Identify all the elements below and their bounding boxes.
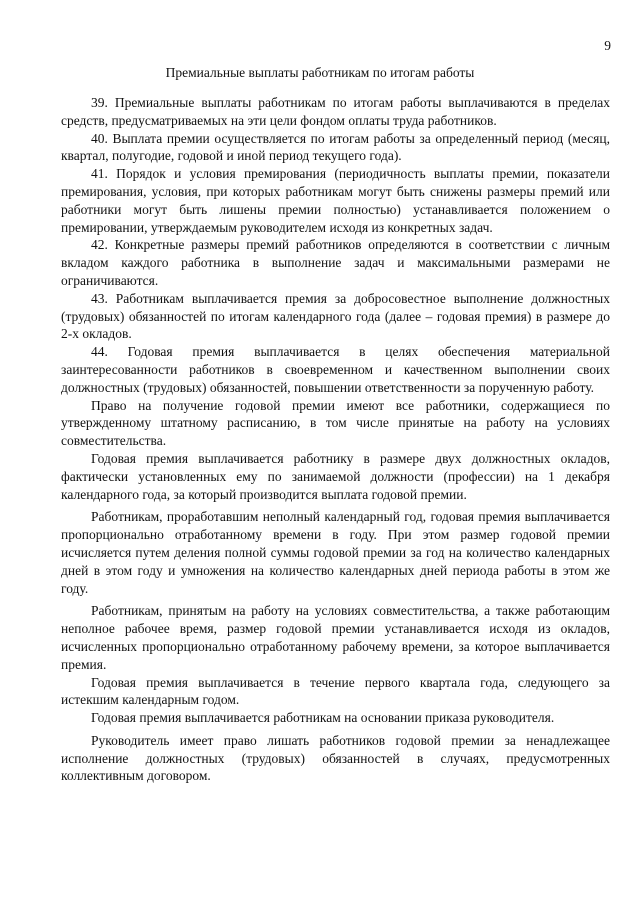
paragraph-deprivation: Руководитель имеет право лишать работников годовой премии за ненадлежащее исполнение должностных (трудовых) обязанностей в случаях, предусмотренных коллективным договором. <box>61 732 610 784</box>
paragraph-bonus-amount: Годовая премия выплачивается работнику в размере двух должностных окладов, фактически установленных ему по занимаемой должности (профессии) на 1 декабря календарного года, за который производится выплата годовой премии. <box>61 450 610 502</box>
document-body <box>61 94 610 785</box>
paragraph-44: 44. Годовая премия выплачивается в целях обеспечения материальной заинтересованности работников в своевременном и качественном выполнении своих должностных (трудовых) обязанностей, повышении ответственности за порученную работу. <box>61 344 610 395</box>
section-title: Премиальные выплаты работникам по итогам работы <box>165 65 475 80</box>
page-number: 9 <box>604 38 611 53</box>
paragraph-payment-period: Годовая премия выплачивается в течение первого квартала года, следующего за истекшим календарным годом. <box>61 674 610 708</box>
paragraph-part-time: Работникам, принятым на работу на условиях совместительства, а также работающим неполное рабочее время, размер годовой премии устанавливается исходя из окладов, исчисленных пропорционально отработанному рабочему времени, за которое выплачивается премия. <box>61 603 610 672</box>
paragraph-42: 42. Конкретные размеры премий работников определяются в соответствии с личным вкладом каждого работника в выполнение задач и максимальными размерами не ограничиваются. <box>61 237 610 288</box>
paragraph-39: 39. Премиальные выплаты работникам по итогам работы выплачиваются в пределах средств, предусматриваемых на эти цели фондом оплаты труда работников. <box>61 95 610 128</box>
paragraph-eligibility: Право на получение годовой премии имеют все работники, содержащиеся по утвержденному штатному расписанию, в том числе принятые на работу на условиях совместительства. <box>61 397 610 449</box>
paragraph-41: 41. Порядок и условия премирования (периодичность выплаты премии, показатели премирования, условия, при которых работникам могут быть снижены размеры премий или работники могут быть лишены премии полностью) устанавливается положением о премировании, утверждаемым руководителем исходя из конкретных задач. <box>61 166 610 235</box>
paragraph-43: 43. Работникам выплачивается премия за добросовестное выполнение должностных (трудовых) обязанностей по итогам календарного года (далее – годовая премия) в размере до 2-х окладов. <box>61 290 610 342</box>
paragraph-40: 40. Выплата премии осуществляется по итогам работы за определенный период (месяц, квартал, полугодие, годовой и иной период текущего года). <box>61 130 610 164</box>
paragraph-partial-year: Работникам, проработавшим неполный календарный год, годовая премия выплачивается пропорционально отработанному времени в году. При этом размер годовой премии исчисляется путем деления полной суммы годовой премии за год на количество календарных дней в этом году и умножения на количество календарных дней периода работы в этом же году. <box>61 509 610 596</box>
paragraph-order-basis: Годовая премия выплачивается работникам на основании приказа руководителя. <box>91 710 555 726</box>
